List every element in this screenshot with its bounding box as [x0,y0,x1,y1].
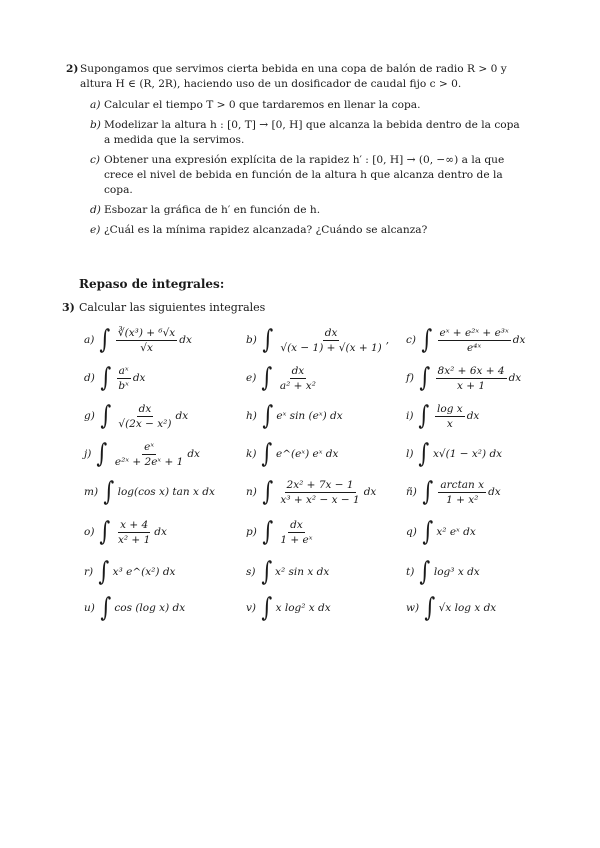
integral-sign: ∫ [96,439,108,469]
problem-number: 3) [62,301,75,314]
integral-item [246,398,343,434]
numerator: 8x² + 6x + 4 [437,364,505,377]
integral-item [406,590,496,626]
numerator: ∛(x³) + ⁶√x [117,326,176,339]
integral-label: f) [406,372,414,384]
integral-sign: ∫ [419,557,431,587]
differential: dx [132,372,146,384]
integral-label: v) [246,602,257,614]
fraction [278,365,318,392]
integrand: x³ e^(x²) dx [112,566,176,578]
numerator: aˣ [118,364,129,377]
fraction [116,519,152,546]
integral-item [406,554,480,590]
integral-label: m) [84,486,99,498]
integrand: cos (log x) dx [114,602,186,614]
differential: dx [154,526,167,538]
problem-3-header [62,301,265,314]
integral-sign: ∫ [422,477,434,507]
item-text: Esbozar la gráfica de h′ en función de h. [104,204,321,216]
differential: , [385,334,390,346]
integral-sign: ∫ [262,325,274,355]
numerator: dx [324,326,338,339]
numerator: eˣ [144,440,155,453]
integral-sign: ∫ [100,363,112,393]
denominator: √x [140,341,153,354]
numerator: x + 4 [120,518,149,531]
integral-item [406,436,502,472]
fraction [116,365,130,392]
differential: dx [179,334,192,346]
fraction [278,327,383,354]
integral-label: u) [84,602,95,614]
numerator: log x [437,402,463,415]
numerator: eˣ + e²ˣ + e³ˣ [439,326,509,339]
item-label: a) [90,99,101,111]
numerator: dx [290,518,303,531]
integral-item [246,322,389,358]
differential: dx [488,486,501,498]
integral-item [406,322,525,358]
integral-sign: ∫ [103,477,115,507]
integral-label: e) [246,372,257,384]
fraction [113,441,185,468]
problem-statement: Supongamos que servimos cierta bebida en una copa de balón de radio R > 0 y altura H ∈ (R, 2R), haciendo uso de un dosificador de caudal fijo c > 0. [80,63,507,90]
integral-item [246,360,320,396]
fraction [116,327,177,354]
integral-item [406,474,501,510]
problem-2-header [66,62,526,92]
fraction [438,327,511,354]
integral-item [84,554,175,590]
integral-item [246,554,329,590]
integral-item [246,436,338,472]
integral-sign: ∫ [418,439,430,469]
integral-sign: ∫ [100,593,112,623]
integrand: x√(1 − x²) dx [433,448,503,460]
integral-item [84,398,188,434]
fraction [435,403,465,430]
integral-label: q) [406,526,417,538]
problem-statement: Calcular las siguientes integrales [79,301,266,314]
integral-item [84,436,200,472]
item-label: b) [90,119,101,131]
integral-row [84,554,544,590]
integral-label: c) [406,334,416,346]
integral-sign: ∫ [99,325,111,355]
differential: dx [363,486,377,498]
item-label: c) [90,154,101,166]
integral-sign: ∫ [419,363,431,393]
differential: dx [187,448,200,460]
list-item [90,118,526,148]
denominator: √(x − 1) + √(x + 1) [280,341,382,354]
numerator: 2x² + 7x − 1 [286,478,354,491]
integral-label: g) [84,410,95,422]
item-label: e) [90,224,101,236]
denominator: x² + 1 [117,533,151,546]
integral-label: k) [246,448,257,460]
integrand: log(cos x) tan x dx [117,486,215,498]
item-text: Obtener una expresión explícita de la rapidez h′ : [0, H] → (0, −∞) a la que crece el nivel de bebida en función de la altura h que alcanza dentro de la copa. [104,154,505,196]
integral-sign: ∫ [260,557,272,587]
integrand: e^(eˣ) eˣ dx [276,448,339,460]
differential: dx [175,410,189,422]
integral-item [406,398,479,434]
integral-item [84,360,145,396]
fraction [278,479,361,506]
integral-sign: ∫ [418,401,430,431]
numerator: arctan x [440,478,485,491]
integral-sign: ∫ [261,593,273,623]
item-label: d) [90,204,101,216]
integral-item [84,590,185,626]
integral-row [84,474,544,510]
denominator: e⁴ˣ [467,341,482,354]
integral-sign: ∫ [100,401,112,431]
integral-label: h) [246,410,257,422]
integral-label: ñ) [406,486,417,498]
integrand: log³ x dx [433,566,480,578]
denominator: x + 1 [457,379,486,392]
integrand: x² sin x dx [275,566,330,578]
denominator: e²ˣ + 2eˣ + 1 [114,455,184,468]
integral-label: p) [246,526,257,538]
list-item [90,203,526,218]
integrand: x log² x dx [275,602,331,614]
integral-label: j) [84,448,92,460]
integral-row [84,322,544,358]
integral-label: w) [406,602,420,614]
integral-label: i) [406,410,414,422]
denominator: bˣ [118,379,129,392]
list-item [90,153,526,198]
item-text: ¿Cuál es la mínima rapidez alcanzada? ¿Cuándo se alcanza? [104,224,428,236]
section-title: Repaso de integrales: [79,277,225,291]
integral-label: l) [406,448,414,460]
list-item [90,223,526,238]
integral-sign: ∫ [421,325,433,355]
integral-sign: ∫ [261,439,273,469]
integral-label: n) [246,486,257,498]
integrand: eˣ sin (eˣ) dx [276,410,343,422]
integral-label: o) [84,526,95,538]
integral-item [84,322,192,358]
integral-row [84,360,544,396]
denominator: √(2x − x²) [118,417,172,430]
integral-sign: ∫ [262,517,274,547]
numerator: dx [291,364,305,377]
problem-2 [66,62,526,243]
integrand: x² eˣ dx [436,526,476,538]
integral-item [84,514,167,550]
differential: dx [512,334,526,346]
denominator: 1 + eˣ [280,533,313,546]
integral-row [84,436,544,472]
integral-sign: ∫ [98,557,110,587]
integral-item [406,514,476,550]
denominator: 1 + x² [446,493,479,506]
integral-label: a) [84,334,95,346]
integral-item [406,360,521,396]
denominator: x [446,417,453,430]
integral-sign: ∫ [262,401,274,431]
fraction [278,519,314,546]
integral-label: r) [84,566,94,578]
fraction [116,403,173,430]
integral-row [84,590,544,626]
integral-item [246,474,376,510]
item-text: Calcular el tiempo T > 0 que tardaremos en llenar la copa. [104,99,421,111]
differential: dx [466,410,480,422]
numerator: dx [138,402,152,415]
problem-number: 2) [66,63,79,75]
denominator: x³ + x² − x − 1 [280,493,360,506]
integral-label: b) [246,334,257,346]
integrand: √x log x dx [438,602,497,614]
integral-label: t) [406,566,415,578]
integral-sign: ∫ [261,363,273,393]
integral-sign: ∫ [424,593,436,623]
integral-item [84,474,215,510]
denominator: a² + x² [279,379,316,392]
integral-sign: ∫ [422,517,434,547]
fraction [436,365,507,392]
fraction [438,479,486,506]
list-item [90,98,526,113]
integral-row [84,514,544,550]
integral-sign: ∫ [262,477,274,507]
problem-2-items [66,98,526,238]
item-text: Modelizar la altura h : [0, T] → [0, H] que alcanza la bebida dentro de la copa a medida que la servimos. [104,119,520,146]
integral-sign: ∫ [99,517,111,547]
integral-item [246,514,316,550]
integral-item [246,590,331,626]
integral-label: s) [246,566,256,578]
differential: dx [508,372,522,384]
integral-label: d) [84,372,95,384]
integral-row [84,398,544,434]
